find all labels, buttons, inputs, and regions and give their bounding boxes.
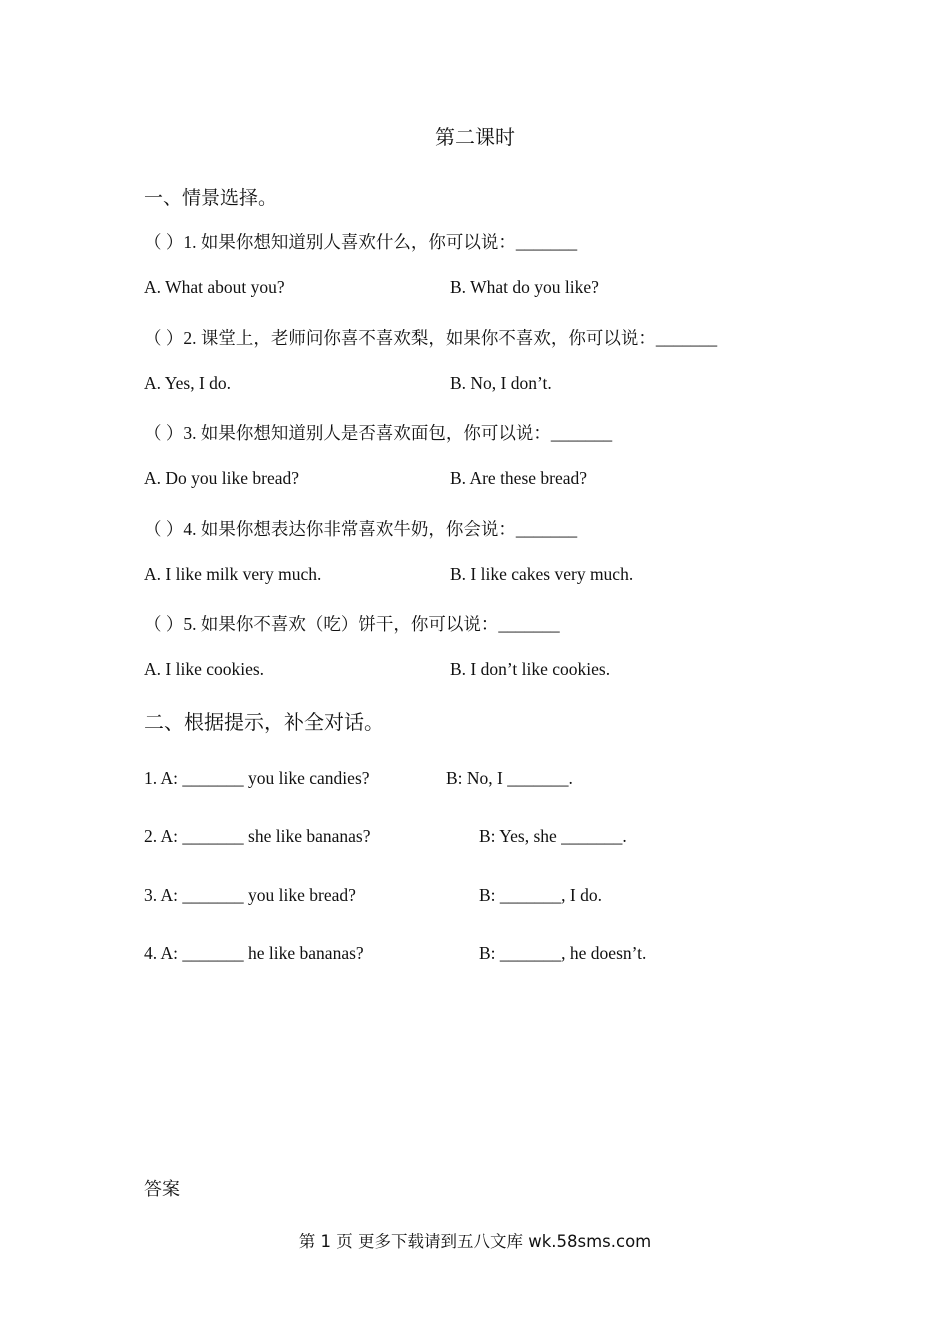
question-3-option-a: A. Do you like bread?	[144, 468, 300, 488]
dialogue-3-b: B: _______, I do.	[479, 885, 602, 905]
question-3-stem: （ ）3. 如果你想知道别人是否喜欢面包，你可以说：_______	[144, 423, 613, 443]
dialogue-2-b: B: Yes, she _______.	[479, 826, 627, 846]
answer-heading: 答案	[144, 1179, 180, 1199]
dialogue-3-a: 3. A: _______ you like bread?	[144, 885, 356, 905]
question-1-option-b: B. What do you like?	[450, 277, 599, 297]
question-2-option-a: A. Yes, I do.	[144, 373, 232, 393]
page-title: 第二课时	[435, 127, 515, 149]
question-4-option-a: A. I like milk very much.	[144, 564, 322, 584]
question-2-option-b: B. No, I don’t.	[450, 373, 552, 393]
question-1-stem: （ ）1. 如果你想知道别人喜欢什么，你可以说：_______	[144, 232, 578, 252]
question-5-option-b: B. I don’t like cookies.	[450, 659, 611, 679]
dialogue-4-a: 4. A: _______ he like bananas?	[144, 943, 364, 963]
dialogue-2-a: 2. A: _______ she like bananas?	[144, 826, 371, 846]
dialogue-1-a: 1. A: _______ you like candies?	[144, 768, 370, 788]
question-4-option-b: B. I like cakes very much.	[450, 564, 634, 584]
dialogue-4-b: B: _______, he doesn’t.	[479, 943, 647, 963]
page-footer: 第 1 页 更多下载请到五八文库 wk.58sms.com	[298, 1232, 652, 1251]
section-2-heading: 二、根据提示，补全对话。	[144, 712, 384, 734]
question-2-stem: （ ）2. 课堂上，老师问你喜不喜欢梨，如果你不喜欢，你可以说：_______	[144, 328, 718, 348]
question-4-stem: （ ）4. 如果你想表达你非常喜欢牛奶，你会说：_______	[144, 519, 578, 539]
section-1-heading: 一、情景选择。	[144, 188, 278, 209]
question-5-option-a: A. I like cookies.	[144, 659, 265, 679]
dialogue-1-b: B: No, I _______.	[446, 768, 573, 788]
question-3-option-b: B. Are these bread?	[450, 468, 588, 488]
question-5-stem: （ ）5. 如果你不喜欢（吃）饼干，你可以说：_______	[144, 614, 560, 634]
question-1-option-a: A. What about you?	[144, 277, 285, 297]
